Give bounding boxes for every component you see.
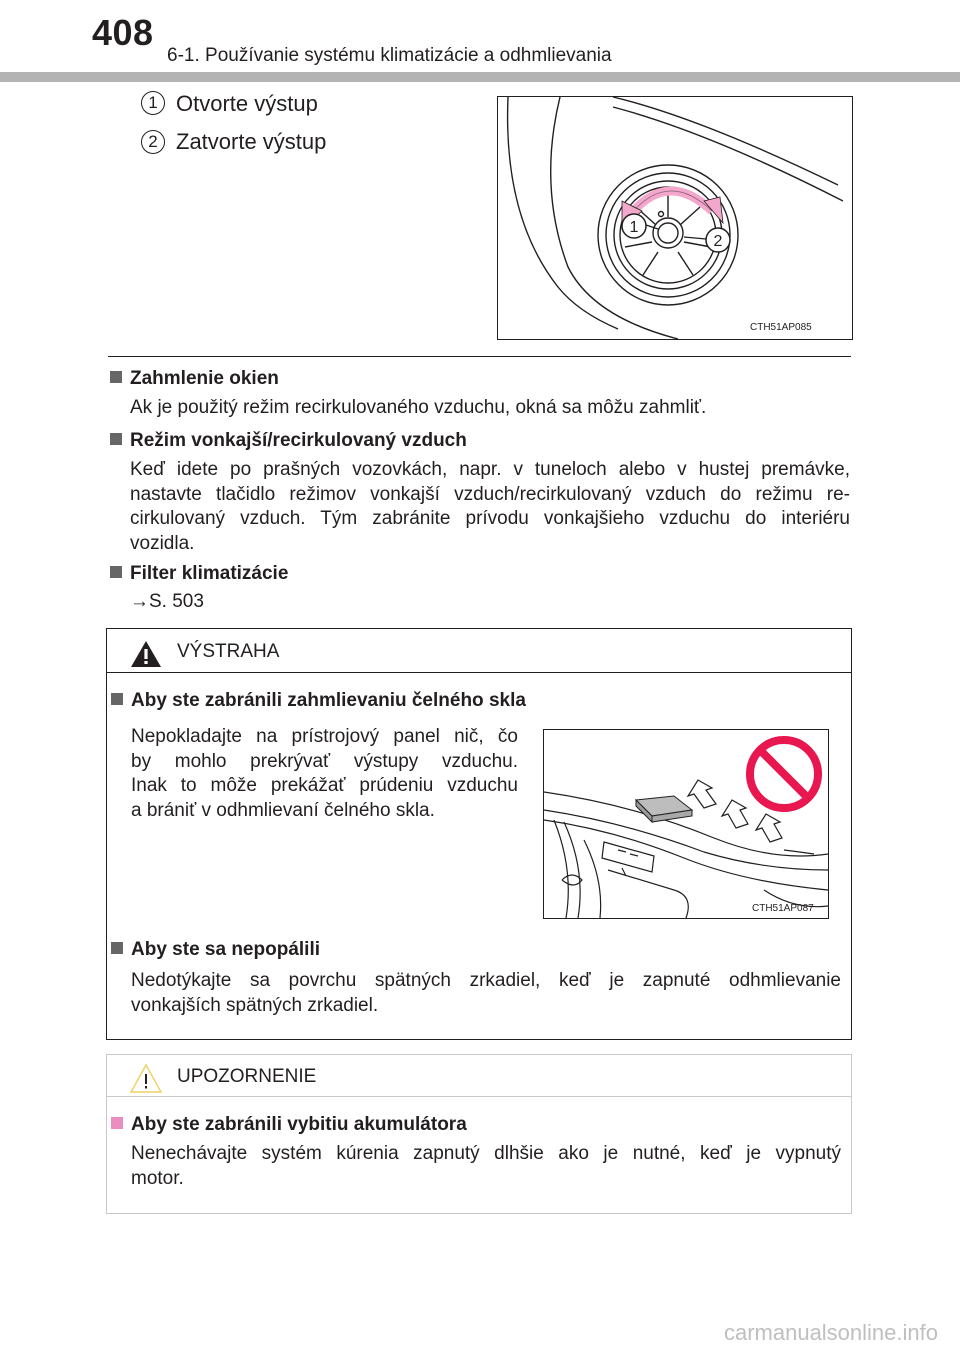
warning-title: VÝSTRAHA: [177, 641, 280, 662]
section-heading-air-mode: Režim vonkajší/recirkulovaný vzduch: [110, 430, 467, 452]
bullet-square-icon: [110, 371, 122, 383]
step-number-1: 1: [141, 91, 165, 115]
header-bar: [0, 72, 960, 82]
warning-title-divider: [107, 672, 851, 673]
vent-callout-1: [622, 214, 646, 238]
svg-text:2: 2: [713, 233, 723, 250]
step-text-1: Otvorte výstup: [176, 91, 318, 116]
bullet-square-icon: [111, 693, 123, 705]
notice-title-divider: [107, 1096, 851, 1097]
notice-text-battery: Nenechávajte systém kúrenia zapnutý dlhšie ako je nutné, keď je vypnutý motor.: [131, 1143, 841, 1189]
figure-code: CTH51AP085: [750, 322, 812, 333]
warning-triangle-icon: [129, 639, 163, 669]
warning-box: [106, 628, 852, 1040]
watermark: carmanualsonline.info: [723, 1320, 938, 1345]
warning-text-windshield: Nepokladajte na prístrojový panel nič, čo by mohlo prekrývať výstupy vzduchu. Inak to môže prekážať prúdeniu vzduchu a brániť v odhmlievaní čelného skla.: [131, 726, 518, 821]
warning-heading-windshield: Aby ste zabránili zahmlievaniu čelného skla: [111, 690, 526, 712]
page-number: 408: [92, 12, 154, 53]
warning-text-burns: Nedotýkajte sa povrchu spätných zrkadiel, keď je zapnuté odhmlievanie vonkajších spätných zrkadiel.: [131, 970, 841, 1016]
dashboard-figure: [543, 729, 829, 919]
step-number-2: 2: [141, 130, 165, 154]
svg-text:1: 1: [629, 219, 639, 236]
page-reference-link[interactable]: →S. 503: [130, 591, 204, 612]
bullet-square-icon: [111, 1117, 123, 1129]
vent-callout-2: [706, 228, 730, 252]
section-text-air-mode: Keď idete po prašných vozovkách, napr. v tuneloch alebo v hustej premávke, nastavte tlačidlo režimov vonkajší vzduch/recirkulovaný vzduch do režimu re- cirkulovaný vzduch. Tým zabránite prívodu vonkajšieho vzduchu do interiéru vozidla.: [130, 459, 850, 554]
caution-triangle-icon: [129, 1063, 163, 1095]
air-vent-figure: [497, 96, 853, 340]
dashboard-illustration: [544, 730, 828, 918]
step-text-2: Zatvorte výstup: [176, 129, 327, 154]
notice-box: [106, 1054, 852, 1214]
notice-title: UPOZORNENIE: [177, 1066, 317, 1087]
chapter-title: 6-1. Používanie systému klimatizácie a odhmlievania: [167, 45, 612, 66]
bullet-square-icon: [110, 566, 122, 578]
section-text-fogging: Ak je použitý režim recirkulovaného vzduchu, okná sa môžu zahmliť.: [130, 397, 707, 418]
bullet-square-icon: [110, 433, 122, 445]
bullet-square-icon: [111, 942, 123, 954]
figure-code: CTH51AP087: [752, 903, 814, 914]
prohibition-icon: [750, 740, 818, 808]
air-vent-illustration: [498, 97, 852, 339]
warning-heading-burns: Aby ste sa nepopálili: [111, 939, 320, 961]
section-heading-filter: Filter klimatizácie: [110, 563, 288, 585]
notice-heading-battery: Aby ste zabránili vybitiu akumulátora: [111, 1114, 467, 1136]
section-divider: [108, 356, 851, 357]
section-heading-fogging: Zahmlenie okien: [110, 368, 279, 390]
